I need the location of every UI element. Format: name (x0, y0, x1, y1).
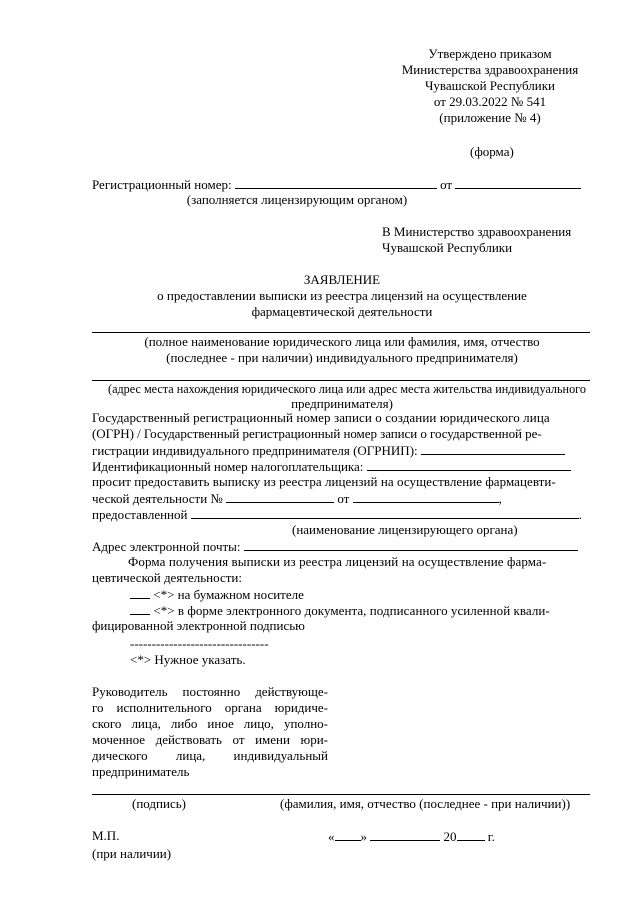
head-title-line: Руководитель постоянно действующе- (92, 684, 328, 699)
date-open-quote: « (328, 829, 335, 844)
head-title-line: го исполнительного органа юридиче- (92, 700, 328, 715)
form-label: (форма) (470, 144, 514, 159)
applicant-address-hint: (адрес места нахождения юридического лица или адрес места жительства индивидуального (108, 382, 586, 396)
addressee-line: В Министерство здравоохранения (382, 224, 572, 239)
registration-label: Регистрационный номер: (92, 177, 232, 192)
email-field[interactable] (244, 538, 578, 551)
option-paper (130, 586, 304, 603)
license-date-field[interactable] (353, 490, 499, 503)
registration-from-label: от (440, 177, 453, 192)
option-paper-checkbox[interactable] (130, 586, 150, 599)
head-title-line: моченное действовать от имени юри- (92, 732, 328, 747)
date-year-field[interactable] (457, 828, 485, 841)
document-title (92, 272, 592, 320)
date-year-prefix: 20 (443, 829, 457, 844)
option-electronic-label: <*> в форме электронного документа, подписанного усиленной квали- (153, 603, 550, 618)
title-heading: ЗАЯВЛЕНИЕ (303, 272, 381, 287)
approval-line: Министерства здравоохранения (401, 62, 579, 77)
inn-row (92, 458, 592, 475)
licensing-authority-hint: (наименование лицензирующего органа) (292, 522, 518, 537)
head-title-line: дического лица, индивидуальный (92, 748, 328, 763)
registration-date-field[interactable] (455, 176, 581, 189)
applicant-name-field[interactable] (92, 332, 590, 333)
ogrn-field[interactable] (421, 442, 565, 455)
approval-line: от 29.03.2022 № 541 (433, 94, 547, 109)
signature-hint: (подпись) (132, 796, 186, 811)
footnote-separator: -------------------------------- (130, 636, 269, 651)
ogrn-text: Государственный регистрационный номер записи о создании юридического лица (92, 410, 550, 425)
ogrn-label: гистрации индивидуального предпринимателя (ОГРНИП): (92, 443, 418, 458)
addressee-block (382, 224, 571, 256)
option-paper-label: <*> на бумажном носителе (153, 587, 304, 602)
head-title-line: предприниматель (92, 764, 190, 779)
approval-line: Чувашской Республики (424, 78, 556, 93)
inn-label: Идентификационный номер налогоплательщика: (92, 459, 364, 474)
request-text: просит предоставить выписку из реестра лицензий на осуществление фармацевти- (92, 474, 556, 489)
stamp-note: (при наличии) (92, 846, 172, 861)
ogrn-row (92, 442, 592, 459)
ogrn-text: (ОГРН) / Государственный регистрационный номер записи о государственной ре- (92, 426, 542, 441)
date-row (328, 828, 495, 845)
provided-label: предоставленной (92, 507, 188, 522)
head-title-block (92, 684, 328, 780)
date-year-suffix: г. (487, 829, 495, 844)
method-text: цевтической деятельности: (92, 570, 242, 585)
approval-line: (приложение № 4) (439, 110, 541, 125)
approval-line: Утверждено приказом (428, 46, 552, 61)
licensing-authority-field[interactable] (191, 506, 579, 519)
stamp-label: М.П. (92, 828, 120, 843)
approval-block (380, 46, 600, 126)
fio-hint: (фамилия, имя, отчество (последнее - при наличии)) (280, 796, 571, 811)
date-close-quote: » (360, 829, 367, 844)
option-electronic (130, 602, 550, 619)
option-electronic-checkbox[interactable] (130, 602, 150, 615)
date-day-field[interactable] (335, 828, 361, 841)
registration-row (92, 176, 612, 193)
title-line: о предоставлении выписки из реестра лицензий на осуществление (157, 288, 527, 303)
method-text: Форма получения выписки из реестра лицензий на осуществление фарма- (128, 554, 547, 569)
inn-field[interactable] (367, 458, 571, 471)
applicant-name-hint: (полное наименование юридического лица или фамилия, имя, отчество (144, 334, 540, 349)
applicant-name-hint: (последнее - при наличии) индивидуального предпринимателя) (166, 350, 518, 365)
license-date-label: от (337, 491, 350, 506)
footnote: <*> Нужное указать. (130, 652, 246, 667)
provided-row (92, 506, 592, 523)
license-number-label: ческой деятельности № (92, 491, 223, 506)
registration-number-field[interactable] (235, 176, 437, 189)
addressee-line: Чувашской Республики (382, 240, 513, 255)
license-row (92, 490, 592, 507)
date-month-field[interactable] (370, 828, 440, 841)
option-electronic-continued: фицированной электронной подписью (92, 618, 305, 633)
license-number-field[interactable] (226, 490, 334, 503)
provided-period: . (578, 507, 582, 522)
registration-note: (заполняется лицензирующим органом) (186, 192, 408, 207)
email-label: Адрес электронной почты: (92, 539, 241, 554)
signature-field[interactable] (92, 794, 590, 795)
license-comma: , (498, 491, 502, 506)
head-title-line: ского лица, либо иное лицо, уполно- (92, 716, 328, 731)
title-line: фармацевтической деятельности (251, 304, 433, 319)
email-row (92, 538, 592, 555)
applicant-address-hint: предпринимателя) (291, 396, 393, 411)
